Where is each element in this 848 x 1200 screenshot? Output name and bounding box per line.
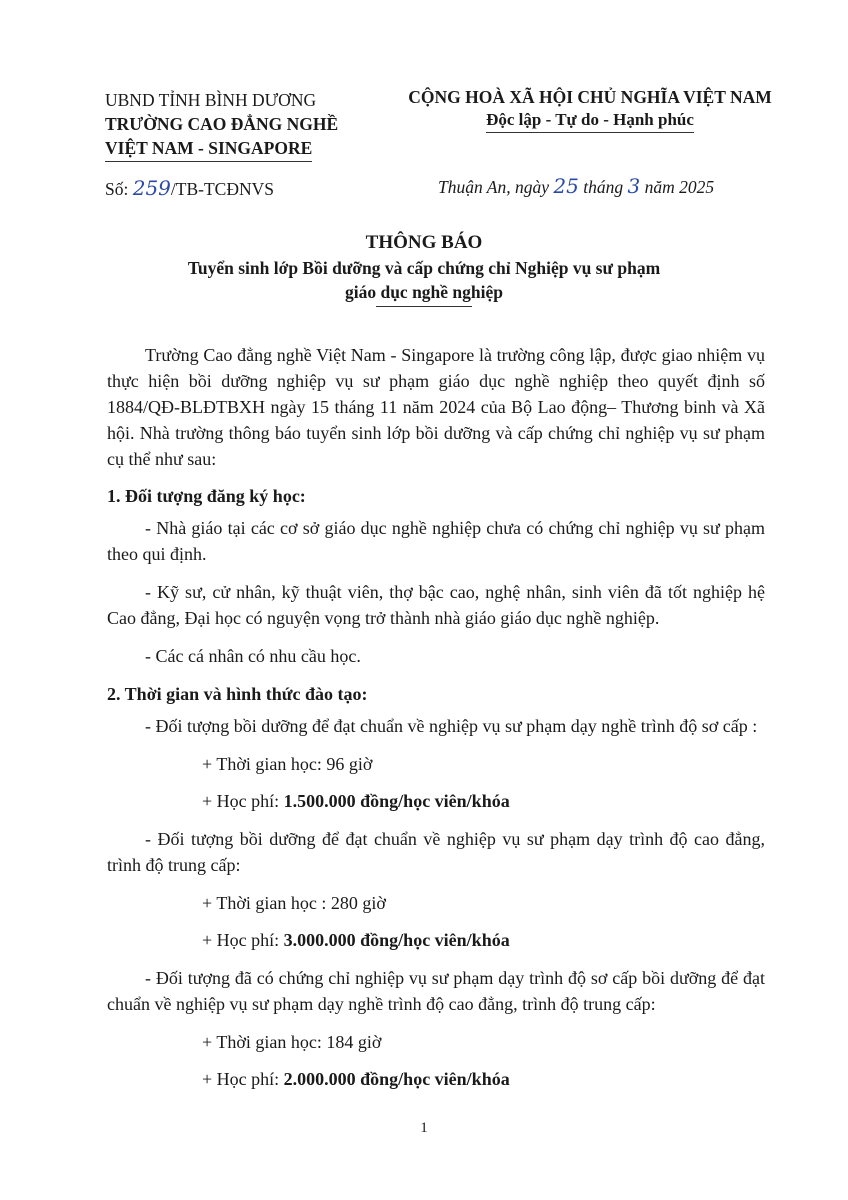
page-number: 1 bbox=[420, 1120, 428, 1136]
section-2-heading: 2. Thời gian và hình thức đào tạo: bbox=[107, 684, 368, 704]
handwritten-day: 25 bbox=[553, 174, 579, 198]
fee-value: 3.000.000 đồng/học viên/khóa bbox=[283, 930, 510, 950]
school-name-line1: TRƯỜNG CAO ĐẲNG NGHỀ bbox=[105, 114, 339, 134]
fee-label: + Học phí: bbox=[202, 930, 284, 950]
training-fee bbox=[107, 927, 765, 953]
national-header bbox=[385, 85, 795, 133]
title-underline bbox=[376, 306, 472, 307]
school-name-line2: VIỆT NAM - SINGAPORE bbox=[105, 136, 312, 162]
training-fee bbox=[107, 1066, 765, 1092]
parent-organization: UBND TỈNH BÌNH DƯƠNG bbox=[105, 90, 317, 110]
document-number bbox=[105, 176, 274, 200]
issuing-authority bbox=[105, 88, 395, 162]
training-group-desc: - Đối tượng bồi dưỡng để đạt chuẩn về nghiệp vụ sư phạm dạy trình độ cao đẳng, trình độ trung cấp: bbox=[107, 829, 765, 875]
handwritten-number: 259 bbox=[132, 176, 171, 200]
document-body bbox=[107, 342, 765, 1092]
national-motto: Độc lập - Tự do - Hạnh phúc bbox=[486, 109, 694, 133]
training-fee bbox=[107, 788, 765, 814]
eligibility-item: - Các cá nhân có nhu cầu học. bbox=[145, 646, 361, 666]
document-subtitle-line1: Tuyển sinh lớp Bồi dưỡng và cấp chứng chỉ Nghiệp vụ sư phạm bbox=[187, 258, 661, 278]
number-label: Số: bbox=[105, 179, 129, 199]
training-time: + Thời gian học: 184 giờ bbox=[202, 1032, 382, 1052]
section-1-heading: 1. Đối tượng đăng ký học: bbox=[107, 486, 306, 506]
date-prefix: Thuận An, ngày bbox=[438, 177, 549, 197]
training-time: + Thời gian học: 96 giờ bbox=[202, 754, 373, 774]
month-label: tháng bbox=[583, 177, 624, 197]
number-suffix: /TB-TCĐNVS bbox=[170, 179, 274, 199]
eligibility-item: - Kỹ sư, cử nhân, kỹ thuật viên, thợ bậc cao, nghệ nhân, sinh viên đã tốt nghiệp hệ Cao đẳng, Đại học có nguyện vọng trở thành nhà giáo giáo dục nghề nghiệp. bbox=[107, 582, 765, 628]
nation-name: CỘNG HOÀ XÃ HỘI CHỦ NGHĨA VIỆT NAM bbox=[408, 87, 772, 107]
year-text: năm 2025 bbox=[644, 177, 715, 197]
handwritten-month: 3 bbox=[627, 174, 641, 198]
document-title: THÔNG BÁO bbox=[365, 232, 483, 253]
eligibility-item: - Nhà giáo tại các cơ sở giáo dục nghề nghiệp chưa có chứng chỉ nghiệp vụ sư phạm theo qui định. bbox=[107, 518, 765, 564]
date-line bbox=[438, 174, 714, 198]
fee-value: 1.500.000 đồng/học viên/khóa bbox=[283, 791, 510, 811]
fee-value: 2.000.000 đồng/học viên/khóa bbox=[283, 1069, 510, 1089]
fee-label: + Học phí: bbox=[202, 1069, 284, 1089]
fee-label: + Học phí: bbox=[202, 791, 284, 811]
training-time: + Thời gian học : 280 giờ bbox=[202, 893, 386, 913]
training-group-desc: - Đối tượng bồi dưỡng để đạt chuẩn về nghiệp vụ sư phạm dạy nghề trình độ sơ cấp : bbox=[145, 716, 758, 736]
document-title-block bbox=[0, 230, 848, 307]
intro-paragraph: Trường Cao đẳng nghề Việt Nam - Singapore là trường công lập, được giao nhiệm vụ thực hiện bồi dưỡng nghiệp vụ sư phạm giáo dục nghề nghiệp theo quyết định số 1884/QĐ-BLĐTBXH ngày 15 tháng 11 năm 2024 của Bộ Lao động– Thương binh và Xã hội. Nhà trường thông báo tuyển sinh lớp bồi dưỡng và cấp chứng chỉ nghiệp vụ sư phạm cụ thể như sau: bbox=[107, 345, 765, 469]
training-group-desc: - Đối tượng đã có chứng chỉ nghiệp vụ sư phạm dạy trình độ sơ cấp bồi dưỡng để đạt chuẩn về nghiệp vụ sư phạm dạy nghề trình độ cao đẳng, trình độ trung cấp: bbox=[107, 968, 765, 1014]
document-subtitle-line2: giáo dục nghề nghiệp bbox=[344, 282, 504, 302]
